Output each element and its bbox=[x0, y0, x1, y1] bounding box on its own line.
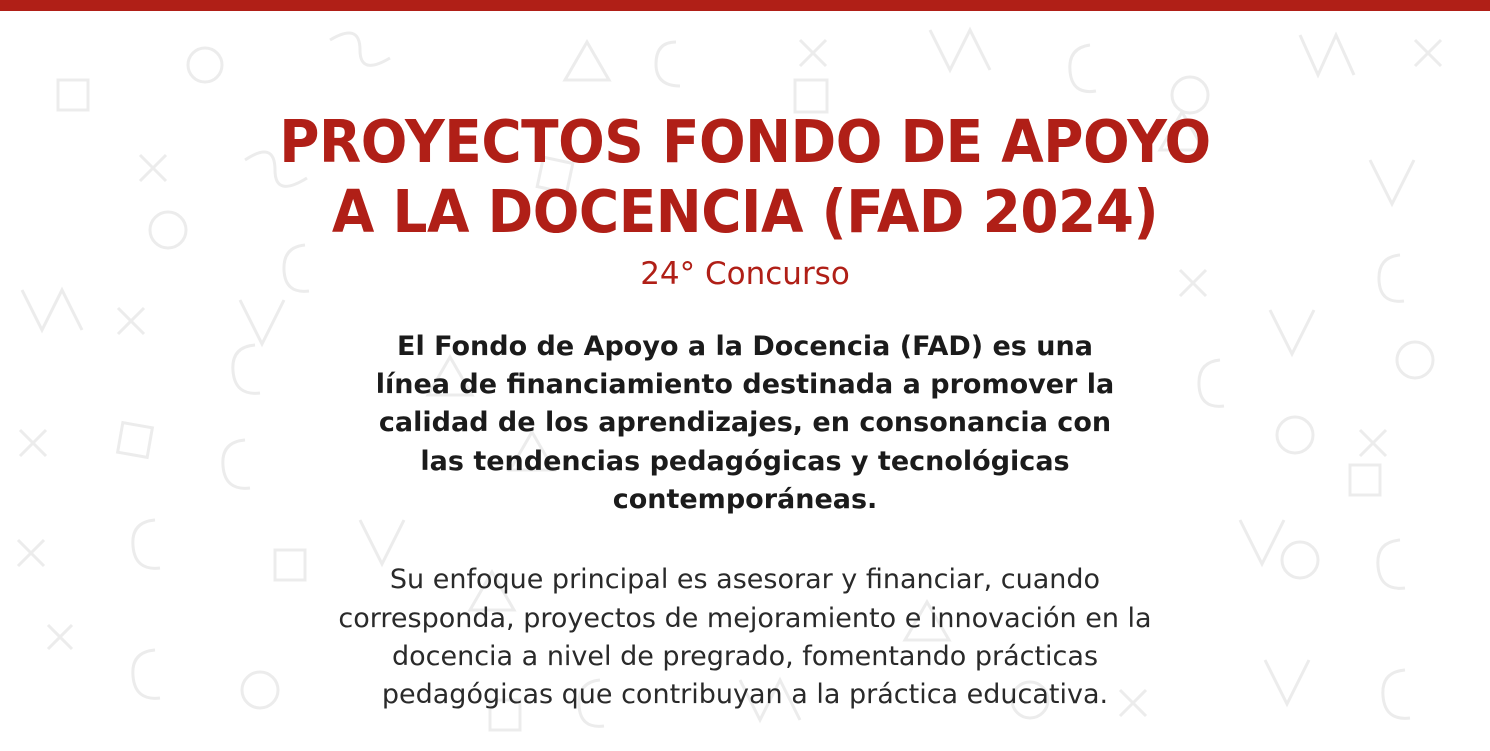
description-bold: El Fondo de Apoyo a la Docencia (FAD) es una línea de financiamiento destinada a promover la calidad de los aprendizajes, en consonancia con las tendencias pedagógicas y tecnológicas contemporáneas. bbox=[375, 330, 1115, 515]
page-title-line-2: A LA DOCENCIA (FAD 2024) bbox=[331, 176, 1159, 246]
page-subtitle: 24° Concurso bbox=[640, 256, 850, 293]
description-regular: Su enfoque principal es asesorar y financiar, cuando corresponda, proyectos de mejoramiento e innovación en la docencia a nivel de pregrado, fomentando prácticas pedagógicas que contribuyan a la práctica educativa. bbox=[338, 564, 1152, 711]
page-title bbox=[224, 0, 1266, 246]
page-title-line-1: PROYECTOS FONDO DE APOYO bbox=[279, 107, 1211, 176]
top-accent-bar bbox=[0, 0, 1490, 11]
